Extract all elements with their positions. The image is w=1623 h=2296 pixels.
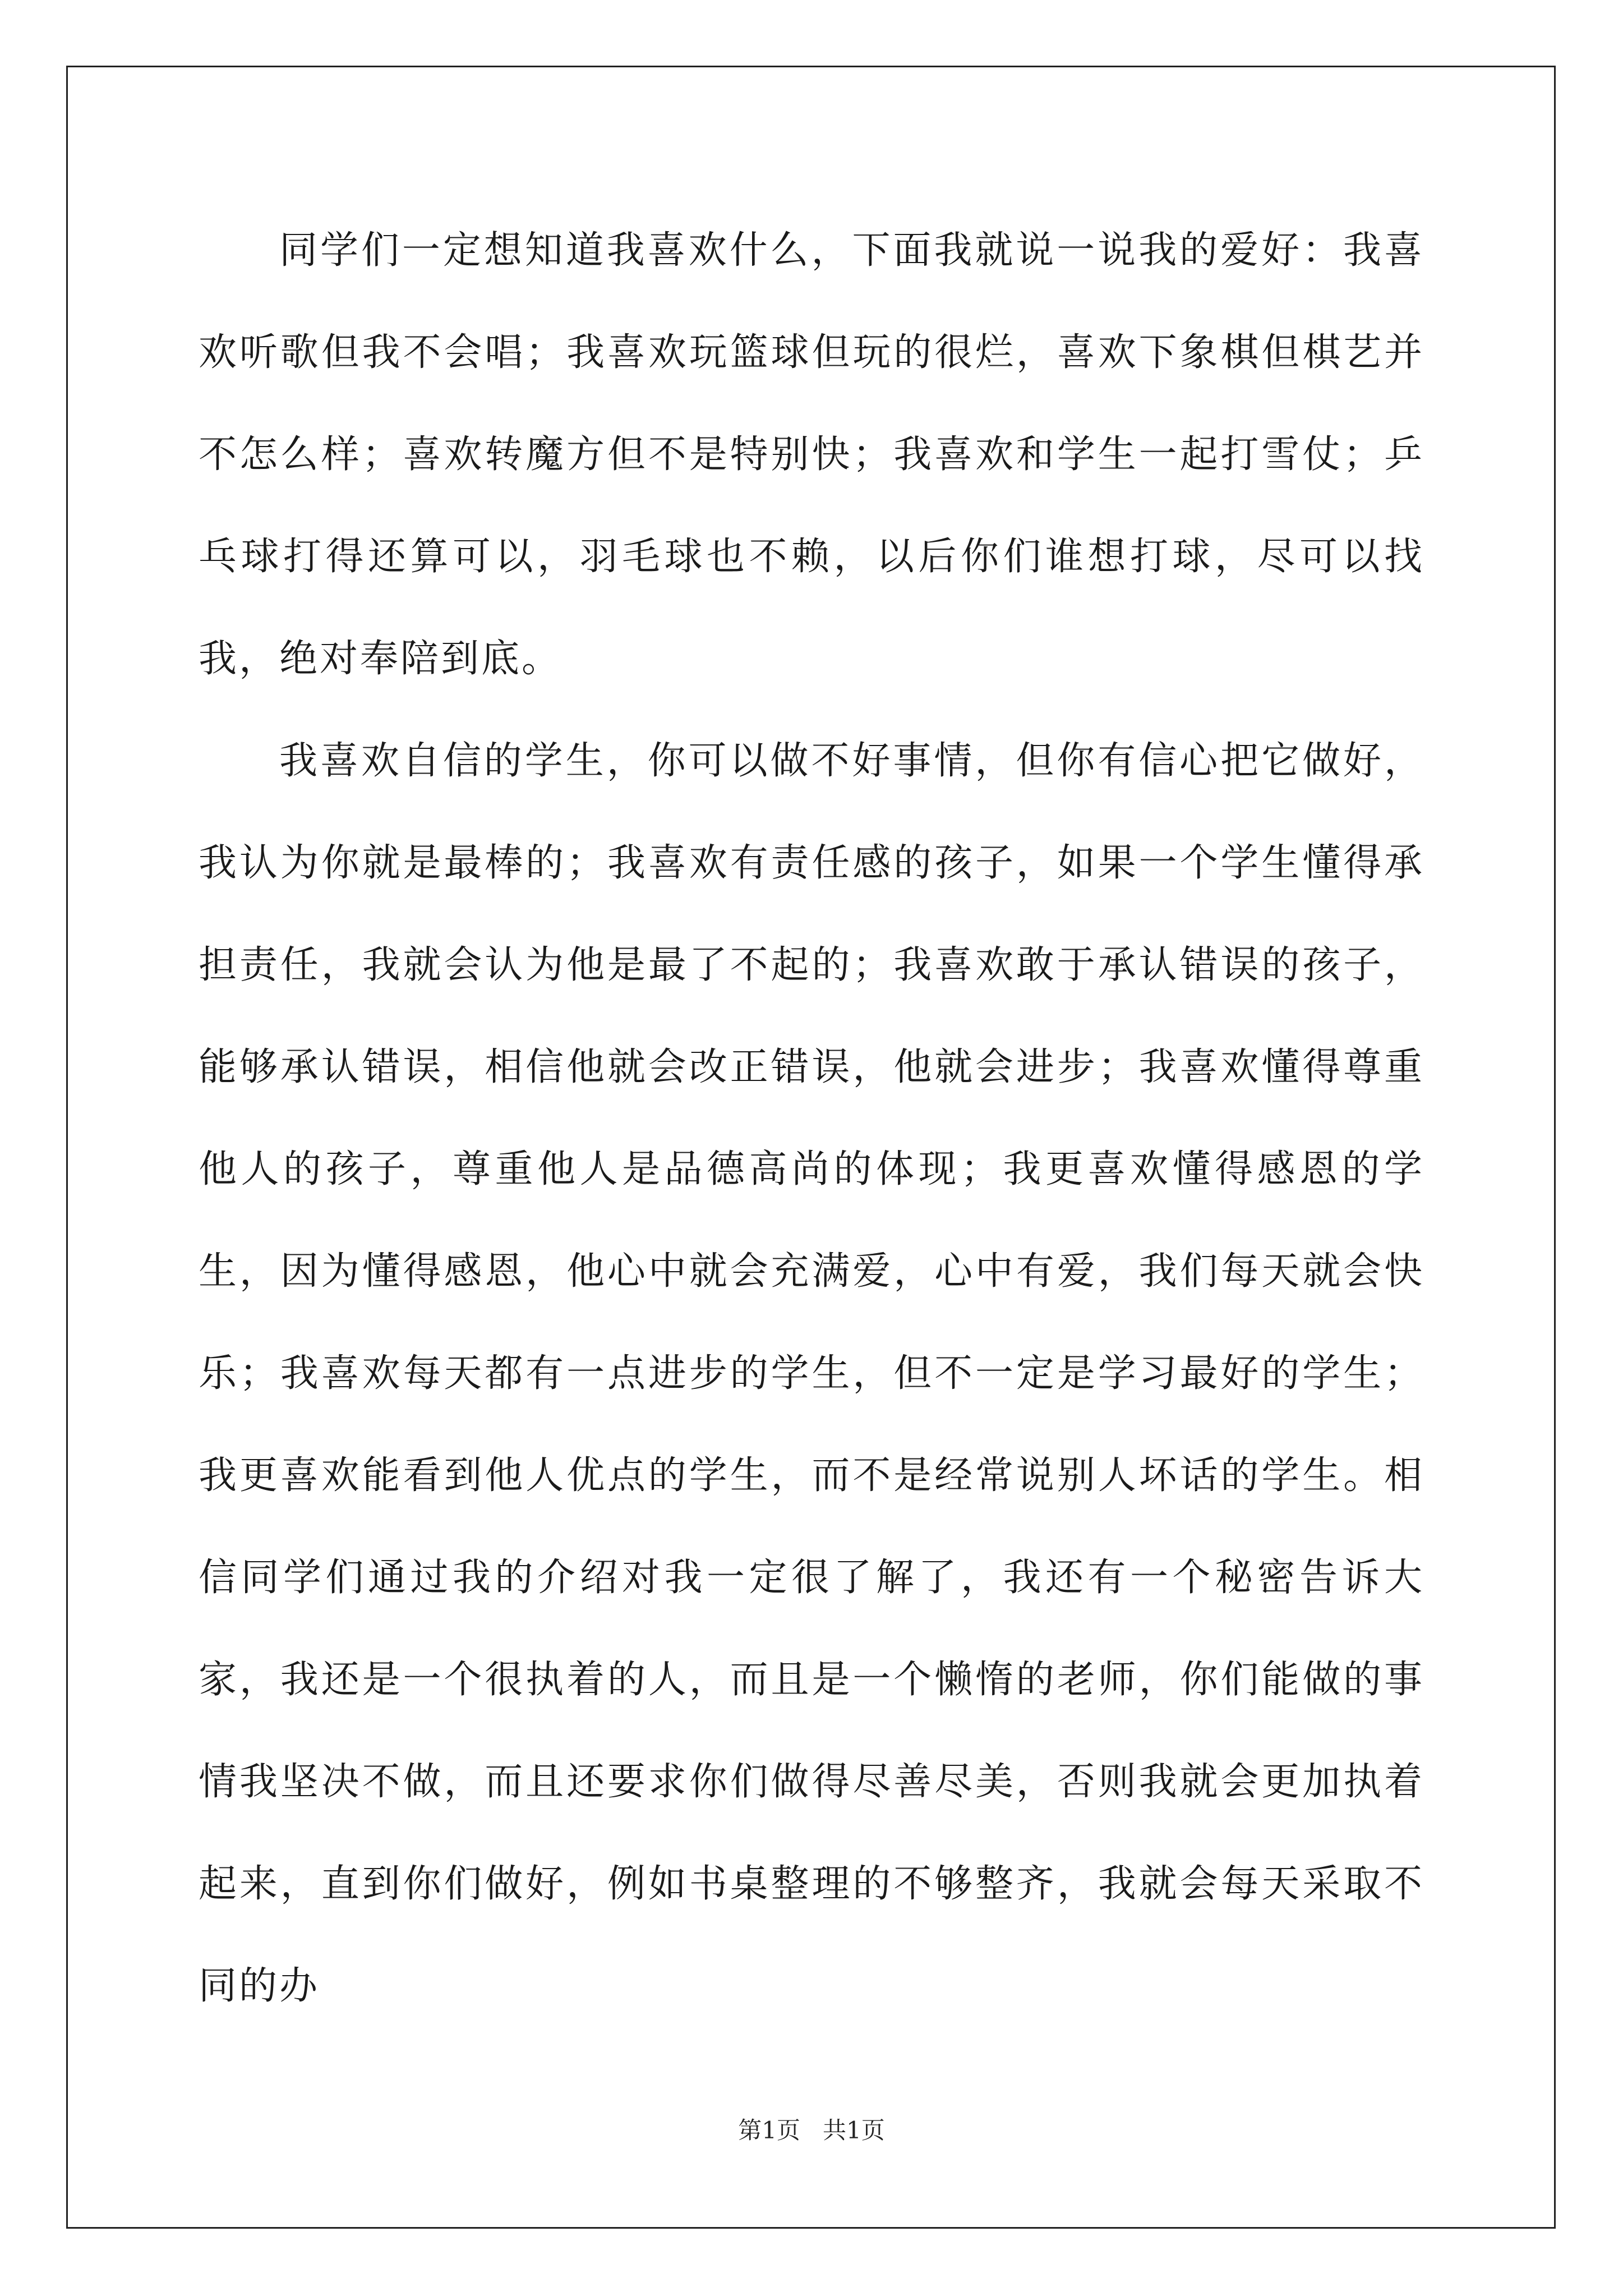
page-number: 第1页	[738, 2116, 800, 2144]
document-body	[199, 200, 1424, 2037]
page-total: 共1页	[823, 2116, 885, 2144]
paragraph-hobbies: 同学们一定想知道我喜欢什么，下面我就说一说我的爱好：我喜欢听歌但我不会唱；我喜欢玩篮球但玩的很烂，喜欢下象棋但棋艺并不怎么样；喜欢转魔方但不是特别快；我喜欢和学生一起打雪仗；乒乓球打得还算可以，羽毛球也不赖，以后你们谁想打球，尽可以找我，绝对奉陪到底。	[199, 228, 1424, 681]
page-footer	[0, 2114, 1623, 2147]
paragraph-students: 我喜欢自信的学生，你可以做不好事情，但你有信心把它做好，我认为你就是最棒的；我喜欢有责任感的孩子，如果一个学生懂得承担责任，我就会认为他是最了不起的；我喜欢敢于承认错误的孩子，能够承认错误，相信他就会改正错误，他就会进步；我喜欢懂得尊重他人的孩子，尊重他人是品德高尚的体现；我更喜欢懂得感恩的学生，因为懂得感恩，他心中就会充满爱，心中有爱，我们每天就会快乐；我喜欢每天都有一点进步的学生，但不一定是学习最好的学生；我更喜欢能看到他人优点的学生，而不是经常说别人坏话的学生。相信同学们通过我的介绍对我一定很了解了，我还有一个秘密告诉大家，我还是一个很执着的人，而且是一个懒惰的老师，你们能做的事情我坚决不做，而且还要求你们做得尽善尽美，否则我就会更加执着起来，直到你们做好，例如书桌整理的不够整齐，我就会每天采取不同的办	[199, 739, 1424, 2008]
